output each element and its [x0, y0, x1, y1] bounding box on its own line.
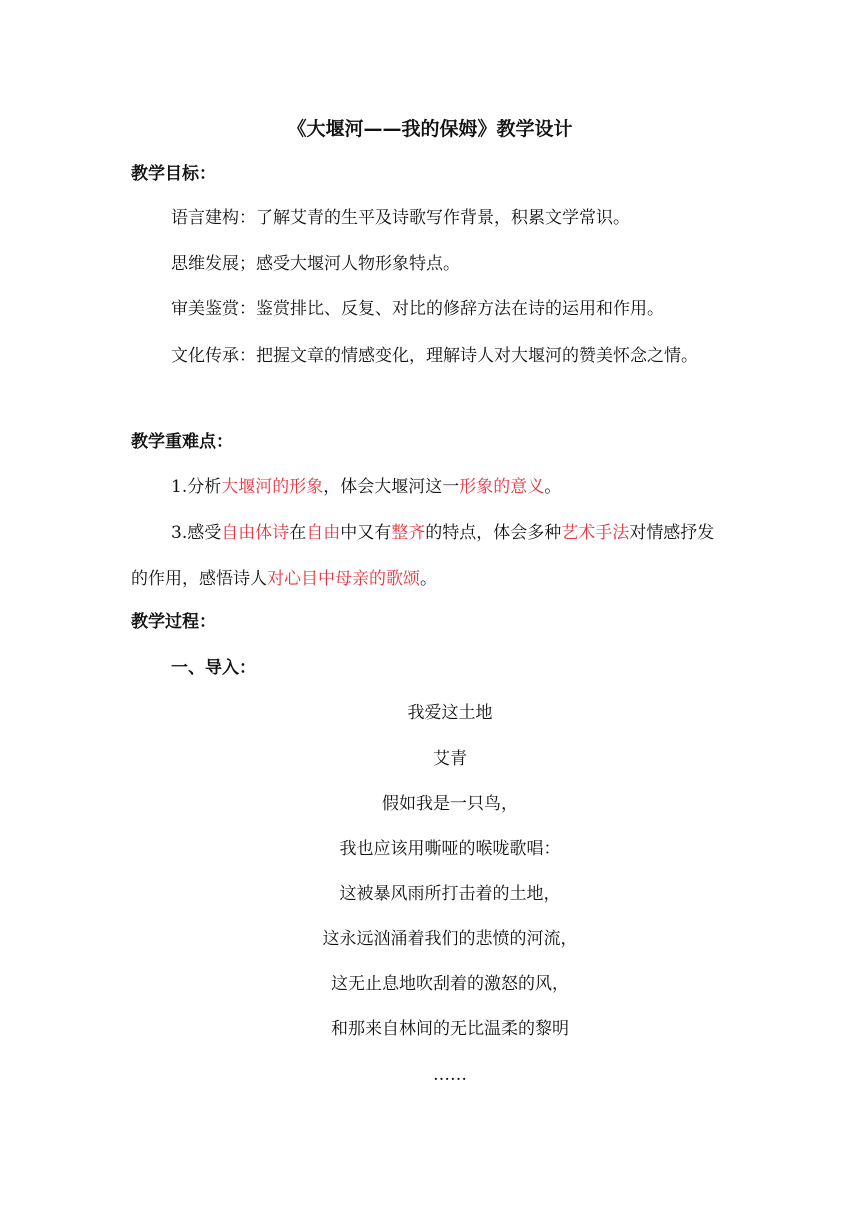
key-point-highlight: 自由体诗	[221, 523, 290, 543]
key-point-text: 。	[420, 569, 437, 589]
intro-heading: 一、导入：	[171, 658, 256, 678]
key-point-text: 。	[544, 477, 562, 497]
poem-author: 艾青	[433, 749, 467, 769]
key-points-heading: 教学重难点：	[131, 432, 233, 452]
key-point-highlight: 对心目中母亲的歌颂	[267, 569, 420, 589]
objective-item: 语言建构：了解艾青的生平及诗歌写作背景，积累文学常识。	[171, 208, 630, 228]
poem-line: 和那来自林间的无比温柔的黎明	[331, 1019, 569, 1039]
poem-ellipsis: ……	[433, 1065, 467, 1085]
key-point-text: 中又有	[340, 523, 392, 543]
objective-item: 思维发展；感受大堰河人物形象特点。	[171, 254, 460, 274]
document-title: 《大堰河——我的保姆》教学设计	[287, 118, 573, 140]
key-point-text: 的特点，体会多种	[425, 523, 562, 543]
key-point-highlight: 整齐	[391, 523, 426, 543]
poem-line: 我也应该用嘶哑的喉咙歌唱：	[339, 839, 561, 859]
objective-item-text: 文化传承：把握文章的情感变化，理解诗人对大堰河的赞美怀念之情。	[171, 346, 698, 366]
process-heading: 教学过程：	[131, 612, 216, 632]
objective-item: 审美鉴赏：鉴赏排比、反复、对比的修辞方法在诗的运用和作用。	[171, 299, 664, 319]
key-point-highlight: 大堰河的形象	[221, 477, 324, 497]
poem-line: 假如我是一只鸟，	[382, 794, 518, 814]
objective-item	[131, 333, 731, 379]
key-point-highlight: 形象的意义	[459, 477, 545, 497]
key-point-text: 在	[289, 523, 307, 543]
key-point-text: ，体会大堰河这一	[323, 477, 460, 497]
key-point-highlight: 艺术手法	[561, 523, 630, 543]
key-point-text: 对情感抒发的作用，感悟诗人	[131, 523, 715, 589]
key-point-3	[131, 510, 731, 602]
poem-title: 我爱这土地	[407, 703, 493, 723]
poem-line: 这被暴风雨所打击着的土地，	[339, 884, 561, 904]
objectives-heading: 教学目标：	[131, 164, 216, 184]
key-point-1	[171, 472, 561, 502]
key-point-text: 1.分析	[171, 477, 222, 497]
key-point-highlight: 自由	[306, 523, 341, 543]
key-point-text: 3.感受	[171, 523, 222, 543]
poem-line: 这永远汹涌着我们的悲愤的河流，	[322, 929, 578, 949]
poem-line: 这无止息地吹刮着的激怒的风，	[331, 974, 569, 994]
